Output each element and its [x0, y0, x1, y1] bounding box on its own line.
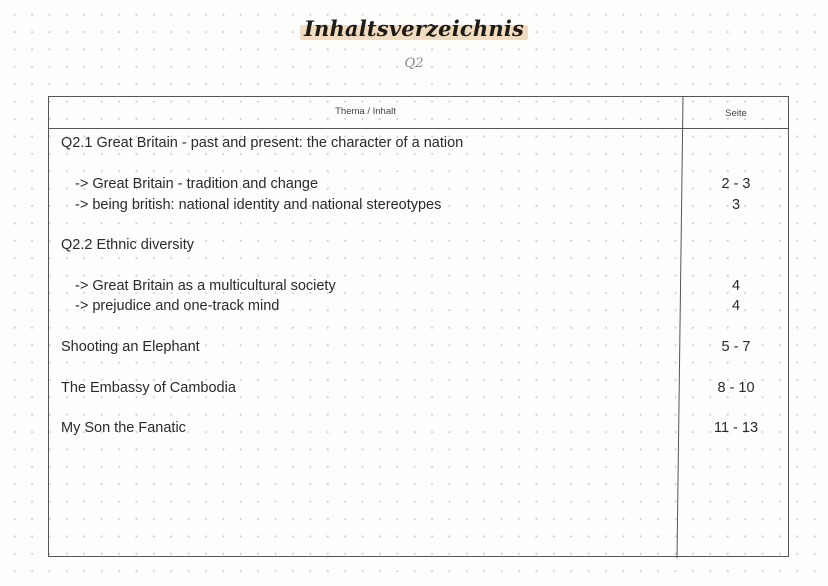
- page-title: Inhaltsverzeichnis: [300, 16, 528, 41]
- contents-table: [48, 96, 789, 557]
- page-subtitle: Q2: [404, 56, 424, 71]
- table-row: [61, 278, 786, 298]
- table-row: [61, 197, 786, 217]
- column-divider: [49, 97, 790, 558]
- row-text: -> being british: national identity and national stereotypes: [75, 197, 442, 213]
- table-row: [61, 420, 786, 440]
- header-divider: [49, 128, 788, 129]
- row-page: 2 - 3: [721, 176, 751, 192]
- row-text: The Embassy of Cambodia: [61, 380, 236, 396]
- table-row: [61, 237, 786, 257]
- row-page: 3: [731, 197, 741, 213]
- row-page: 4: [731, 278, 741, 294]
- table-row: [61, 135, 786, 155]
- row-page: 11 - 13: [713, 420, 759, 436]
- row-page: 8 - 10: [717, 380, 755, 396]
- title-wrap: [0, 16, 828, 41]
- row-text: Q2.2 Ethnic diversity: [61, 237, 194, 253]
- header-topic: Thema / Inhalt: [335, 106, 396, 117]
- row-text: Q2.1 Great Britain - past and present: the character of a nation: [61, 135, 464, 151]
- table-row: [61, 298, 786, 318]
- table-row: [61, 339, 786, 359]
- row-text: My Son the Fanatic: [61, 420, 186, 436]
- row-page: 5 - 7: [721, 339, 751, 355]
- row-page: 4: [731, 298, 741, 314]
- row-text: -> prejudice and one-track mind: [75, 298, 280, 314]
- header-page: Seite: [725, 108, 747, 119]
- row-text: -> Great Britain - tradition and change: [75, 176, 319, 192]
- table-row: [61, 176, 786, 196]
- row-text: -> Great Britain as a multicultural society: [75, 278, 336, 294]
- table-row: [61, 380, 786, 400]
- row-text: Shooting an Elephant: [61, 339, 200, 355]
